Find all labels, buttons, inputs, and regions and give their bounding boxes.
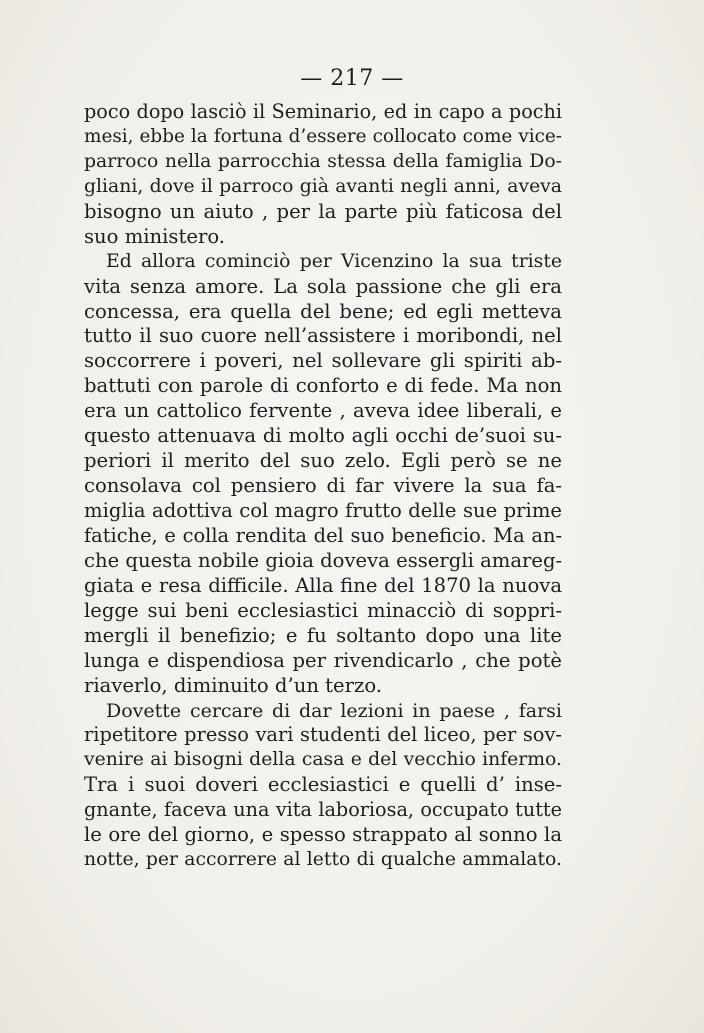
- text-line: venire ai bisogni della casa e del vecchio infermo.: [84, 749, 562, 771]
- text-line: consolava col pensiero di far vivere la sua fa-: [84, 474, 562, 498]
- text-line: mergli il benefizio; e fu soltanto dopo una lite: [84, 623, 562, 647]
- text-line: questo attenuava di molto agli occhi de’suoi su-: [84, 424, 562, 448]
- text-line: Ed allora cominciò per Vicenzino la sua triste: [106, 250, 562, 272]
- text-line: era un cattolico fervente , aveva idee liberali, e: [84, 399, 562, 423]
- text-line: vita senza amore. La sola passione che gli era: [84, 274, 562, 298]
- text-line: Tra i suoi doveri ecclesiastici e quelli d’ inse-: [84, 773, 562, 797]
- text-line: legge sui beni ecclesiastici minacciò di soppri-: [84, 598, 562, 622]
- text-line: ripetitore presso vari studenti del liceo, per sov-: [84, 723, 562, 747]
- text-line: lunga e dispendiosa per rivendicarlo , che potè: [84, 648, 562, 672]
- text-line: concessa, era quella del bene; ed egli metteva: [84, 299, 562, 323]
- text-line: riaverlo, diminuito d’un terzo.: [84, 673, 383, 697]
- text-line: mesi, ebbe la fortuna d’essere collocato come vice-: [84, 125, 562, 147]
- text-line: soccorrere i poveri, nel sollevare gli spiriti ab-: [84, 349, 562, 373]
- text-line: tutto il suo cuore nell’assistere i moribondi, nel: [84, 324, 562, 348]
- text-line: miglia adottiva col magro frutto delle sue prime: [84, 499, 562, 522]
- body-text: [84, 100, 562, 873]
- text-line: che questa nobile gioia doveva essergli amareg-: [84, 548, 563, 572]
- text-line: fatiche, e colla rendita del suo beneficio. Ma an-: [84, 523, 562, 547]
- text-line: gliani, dove il parroco già avanti negli anni, aveva: [84, 175, 562, 197]
- text-line: giata e resa difficile. Alla fine del 1870 la nuova: [84, 573, 562, 597]
- text-line: gnante, faceva una vita laboriosa, occupato tutte: [84, 798, 562, 822]
- text-line: notte, per accorrere al letto di qualche ammalato.: [84, 849, 562, 871]
- text-line: parroco nella parrocchia stessa della famiglia Do-: [84, 150, 562, 172]
- text-line: poco dopo lasciò il Seminario, ed in capo a pochi: [84, 100, 562, 123]
- text-line: bisogno un aiuto , per la parte più faticosa del: [84, 199, 562, 223]
- text-line: battuti con parole di conforto e di fede. Ma non: [84, 374, 562, 398]
- text-line: suo ministero.: [84, 224, 226, 248]
- text-line: periori il merito del suo zelo. Egli però se ne: [84, 449, 562, 473]
- text-line: Dovette cercare di dar lezioni in paese , farsi: [106, 699, 562, 722]
- text-line: le ore del giorno, e spesso strappato al sonno la: [84, 823, 562, 847]
- page-number: — 217 —: [300, 66, 404, 91]
